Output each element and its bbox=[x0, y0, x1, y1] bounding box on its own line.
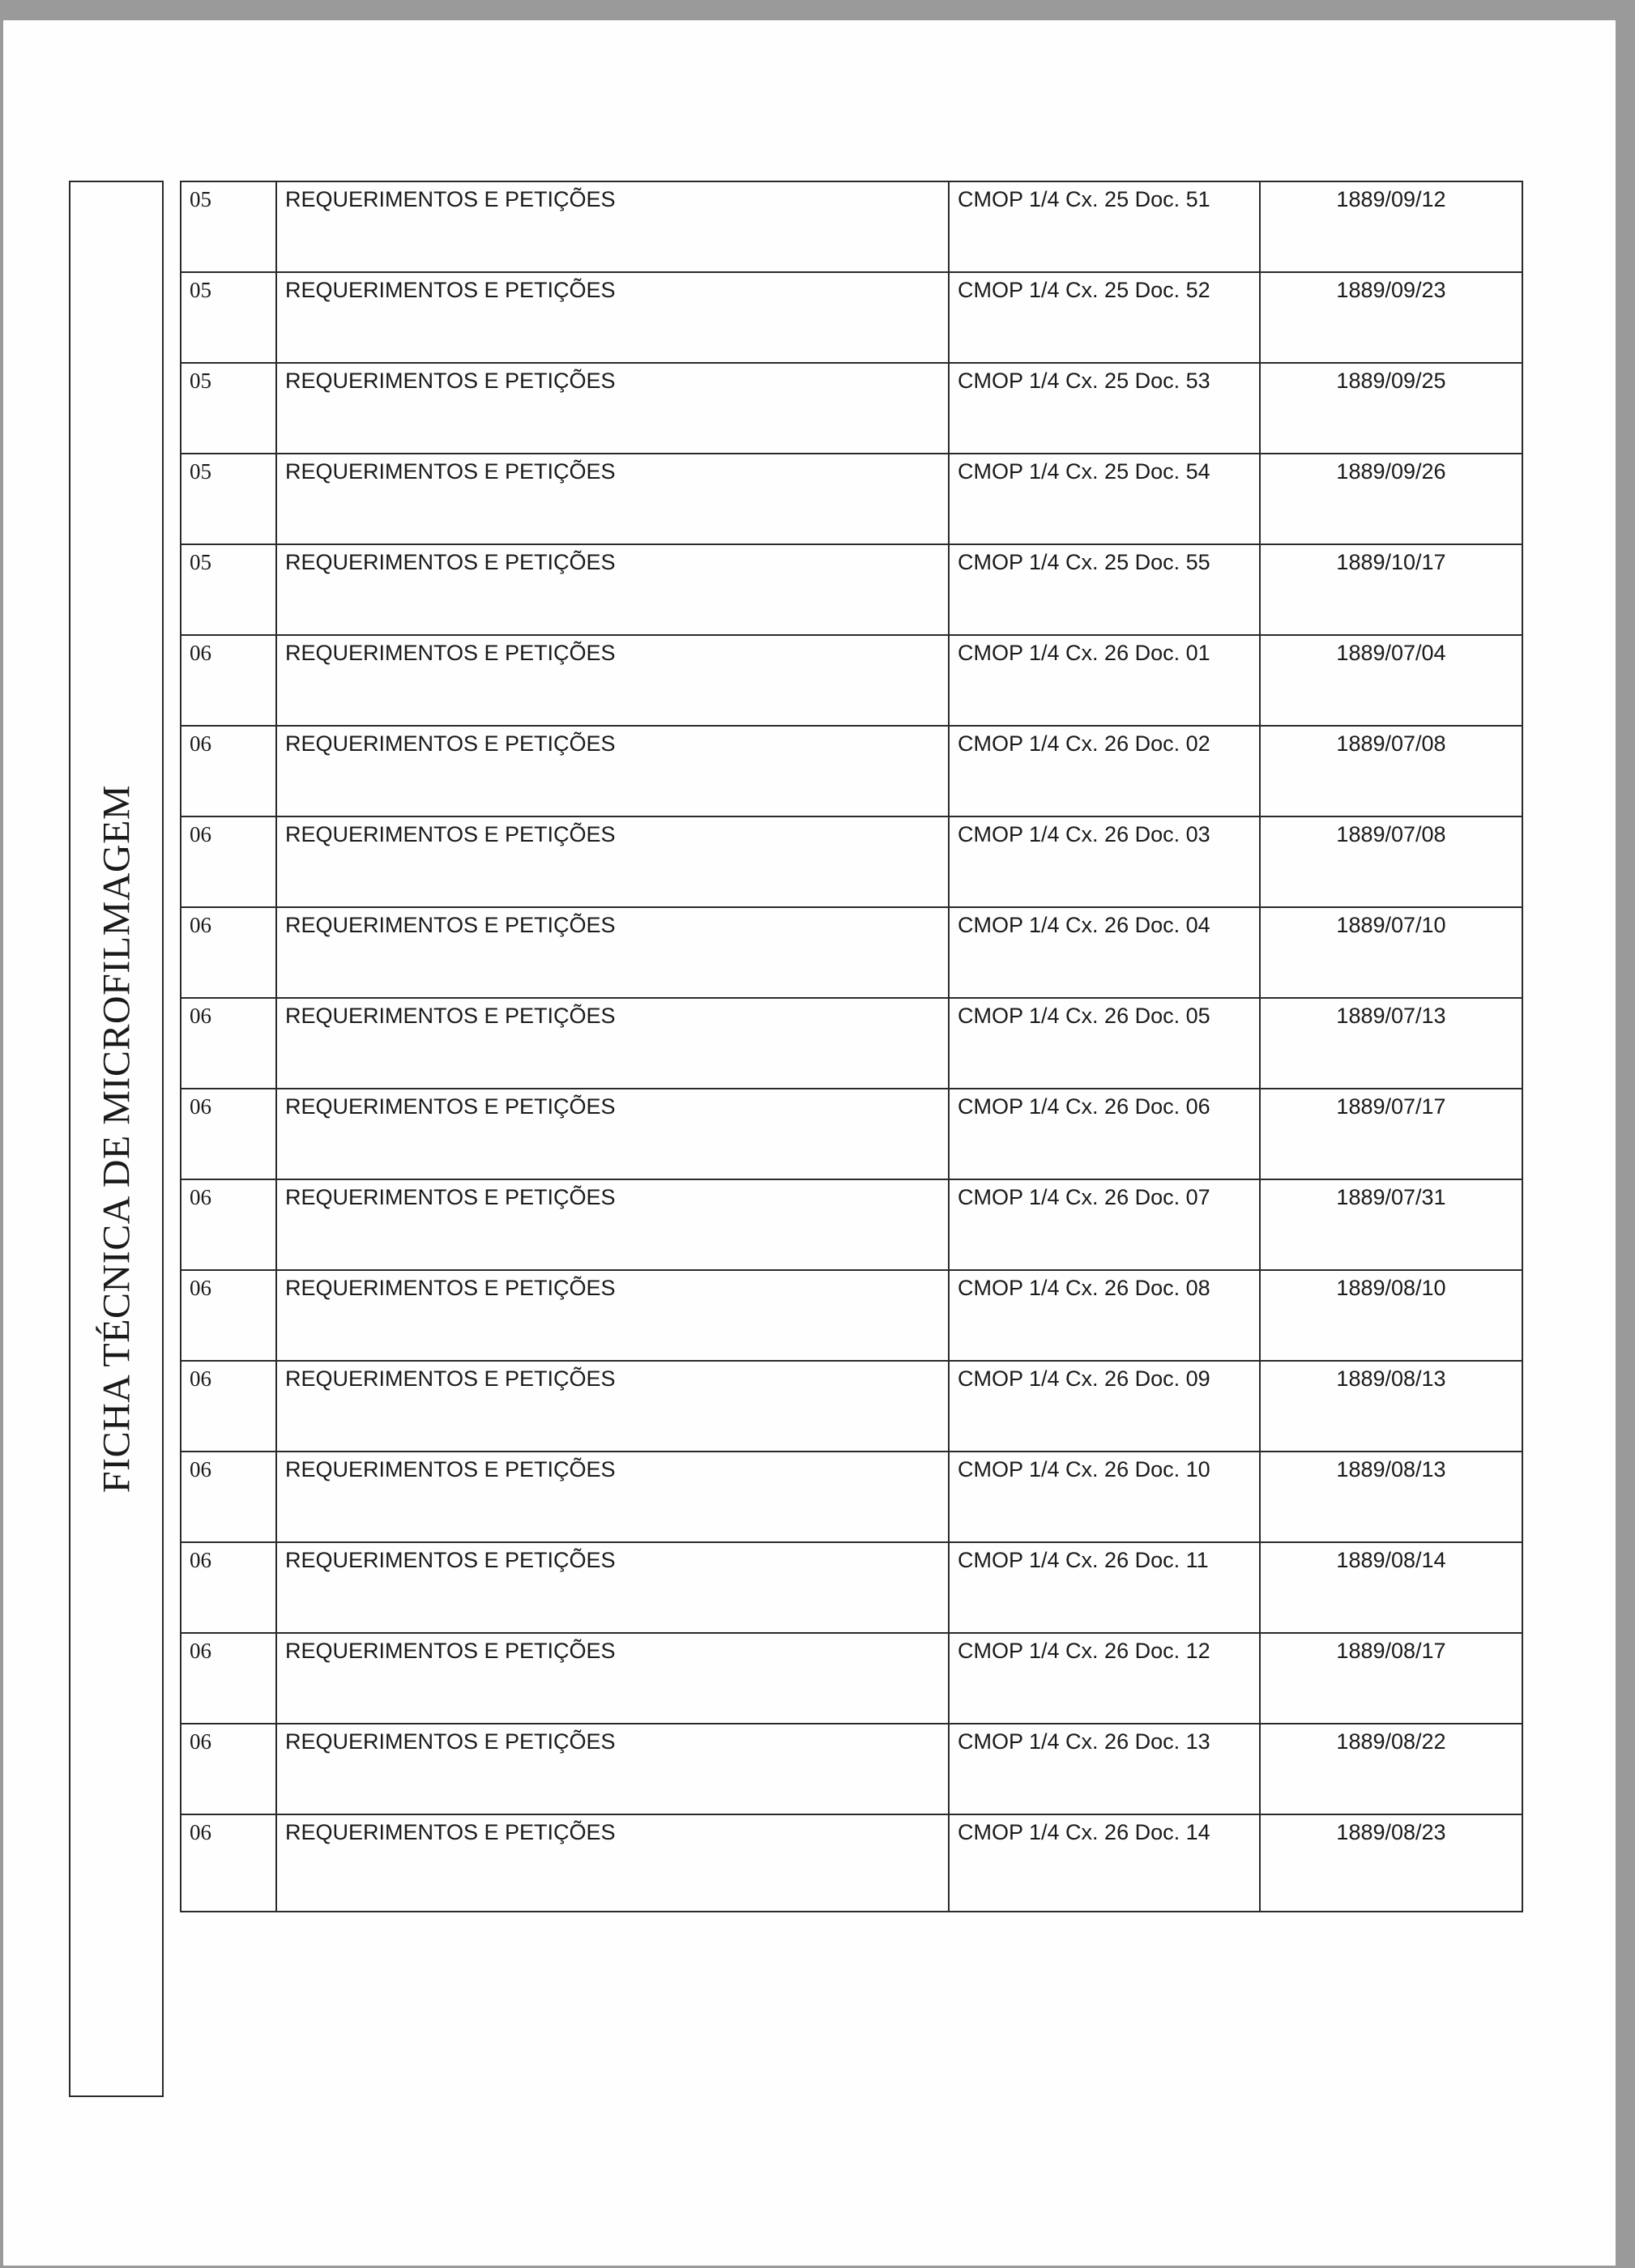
document-date: 1889/08/14 bbox=[1260, 1542, 1522, 1633]
table-row bbox=[181, 816, 1522, 907]
table-row bbox=[181, 1814, 1522, 1912]
box-number: 06 bbox=[181, 726, 276, 816]
document-description: REQUERIMENTOS E PETIÇÕES bbox=[276, 454, 949, 544]
table-row bbox=[181, 1089, 1522, 1179]
box-number: 06 bbox=[181, 1179, 276, 1270]
document-description: REQUERIMENTOS E PETIÇÕES bbox=[276, 181, 949, 272]
document-description: REQUERIMENTOS E PETIÇÕES bbox=[276, 1179, 949, 1270]
table-row bbox=[181, 363, 1522, 454]
records-table bbox=[180, 181, 1523, 1912]
table-row bbox=[181, 272, 1522, 363]
box-number: 06 bbox=[181, 1361, 276, 1452]
document-date: 1889/07/04 bbox=[1260, 635, 1522, 726]
box-number: 06 bbox=[181, 998, 276, 1089]
document-description: REQUERIMENTOS E PETIÇÕES bbox=[276, 1452, 949, 1542]
table-row bbox=[181, 1724, 1522, 1814]
table-row bbox=[181, 635, 1522, 726]
document-description: REQUERIMENTOS E PETIÇÕES bbox=[276, 1542, 949, 1633]
document-reference: CMOP 1/4 Cx. 26 Doc. 08 bbox=[949, 1270, 1260, 1361]
document-date: 1889/08/10 bbox=[1260, 1270, 1522, 1361]
document-date: 1889/09/23 bbox=[1260, 272, 1522, 363]
document-date: 1889/08/13 bbox=[1260, 1361, 1522, 1452]
document-reference: CMOP 1/4 Cx. 26 Doc. 03 bbox=[949, 816, 1260, 907]
document-description: REQUERIMENTOS E PETIÇÕES bbox=[276, 544, 949, 635]
document-reference: CMOP 1/4 Cx. 25 Doc. 52 bbox=[949, 272, 1260, 363]
box-number: 05 bbox=[181, 544, 276, 635]
box-number: 06 bbox=[181, 1633, 276, 1724]
document-description: REQUERIMENTOS E PETIÇÕES bbox=[276, 1814, 949, 1912]
document-date: 1889/08/13 bbox=[1260, 1452, 1522, 1542]
document-description: REQUERIMENTOS E PETIÇÕES bbox=[276, 907, 949, 998]
box-number: 05 bbox=[181, 181, 276, 272]
document-reference: CMOP 1/4 Cx. 25 Doc. 54 bbox=[949, 454, 1260, 544]
document-description: REQUERIMENTOS E PETIÇÕES bbox=[276, 1270, 949, 1361]
document-description: REQUERIMENTOS E PETIÇÕES bbox=[276, 635, 949, 726]
table-row bbox=[181, 998, 1522, 1089]
side-title: FICHA TÉCNICA DE MICROFILMAGEM bbox=[95, 784, 138, 1494]
box-number: 05 bbox=[181, 272, 276, 363]
table-row bbox=[181, 454, 1522, 544]
document-date: 1889/07/13 bbox=[1260, 998, 1522, 1089]
document-reference: CMOP 1/4 Cx. 26 Doc. 02 bbox=[949, 726, 1260, 816]
box-number: 06 bbox=[181, 1270, 276, 1361]
document-description: REQUERIMENTOS E PETIÇÕES bbox=[276, 816, 949, 907]
table-row bbox=[181, 1452, 1522, 1542]
document-reference: CMOP 1/4 Cx. 26 Doc. 11 bbox=[949, 1542, 1260, 1633]
box-number: 06 bbox=[181, 1089, 276, 1179]
document-date: 1889/08/23 bbox=[1260, 1814, 1522, 1912]
table-row bbox=[181, 1361, 1522, 1452]
document-reference: CMOP 1/4 Cx. 26 Doc. 01 bbox=[949, 635, 1260, 726]
document-description: REQUERIMENTOS E PETIÇÕES bbox=[276, 1633, 949, 1724]
document-reference: CMOP 1/4 Cx. 25 Doc. 53 bbox=[949, 363, 1260, 454]
box-number: 05 bbox=[181, 363, 276, 454]
document-description: REQUERIMENTOS E PETIÇÕES bbox=[276, 998, 949, 1089]
table-row bbox=[181, 181, 1522, 272]
document-reference: CMOP 1/4 Cx. 25 Doc. 55 bbox=[949, 544, 1260, 635]
document-description: REQUERIMENTOS E PETIÇÕES bbox=[276, 1724, 949, 1814]
box-number: 06 bbox=[181, 907, 276, 998]
box-number: 06 bbox=[181, 1452, 276, 1542]
document-reference: CMOP 1/4 Cx. 26 Doc. 10 bbox=[949, 1452, 1260, 1542]
document-date: 1889/07/17 bbox=[1260, 1089, 1522, 1179]
document-date: 1889/10/17 bbox=[1260, 544, 1522, 635]
document-description: REQUERIMENTOS E PETIÇÕES bbox=[276, 1089, 949, 1179]
document-date: 1889/07/31 bbox=[1260, 1179, 1522, 1270]
document-page bbox=[3, 20, 1616, 2266]
document-date: 1889/08/17 bbox=[1260, 1633, 1522, 1724]
table-row bbox=[181, 1542, 1522, 1633]
table-row bbox=[181, 1270, 1522, 1361]
document-reference: CMOP 1/4 Cx. 26 Doc. 05 bbox=[949, 998, 1260, 1089]
document-reference: CMOP 1/4 Cx. 25 Doc. 51 bbox=[949, 181, 1260, 272]
table-row bbox=[181, 1633, 1522, 1724]
document-description: REQUERIMENTOS E PETIÇÕES bbox=[276, 363, 949, 454]
document-reference: CMOP 1/4 Cx. 26 Doc. 14 bbox=[949, 1814, 1260, 1912]
table-row bbox=[181, 1179, 1522, 1270]
table-row bbox=[181, 544, 1522, 635]
table-row bbox=[181, 726, 1522, 816]
document-description: REQUERIMENTOS E PETIÇÕES bbox=[276, 272, 949, 363]
document-date: 1889/07/10 bbox=[1260, 907, 1522, 998]
box-number: 06 bbox=[181, 635, 276, 726]
box-number: 06 bbox=[181, 1814, 276, 1912]
document-reference: CMOP 1/4 Cx. 26 Doc. 04 bbox=[949, 907, 1260, 998]
box-number: 06 bbox=[181, 1542, 276, 1633]
document-reference: CMOP 1/4 Cx. 26 Doc. 09 bbox=[949, 1361, 1260, 1452]
side-title-panel bbox=[69, 181, 164, 2097]
document-reference: CMOP 1/4 Cx. 26 Doc. 06 bbox=[949, 1089, 1260, 1179]
document-reference: CMOP 1/4 Cx. 26 Doc. 12 bbox=[949, 1633, 1260, 1724]
document-description: REQUERIMENTOS E PETIÇÕES bbox=[276, 726, 949, 816]
document-date: 1889/09/12 bbox=[1260, 181, 1522, 272]
document-date: 1889/09/25 bbox=[1260, 363, 1522, 454]
box-number: 06 bbox=[181, 1724, 276, 1814]
box-number: 06 bbox=[181, 816, 276, 907]
document-date: 1889/07/08 bbox=[1260, 816, 1522, 907]
document-reference: CMOP 1/4 Cx. 26 Doc. 07 bbox=[949, 1179, 1260, 1270]
document-date: 1889/09/26 bbox=[1260, 454, 1522, 544]
document-date: 1889/07/08 bbox=[1260, 726, 1522, 816]
box-number: 05 bbox=[181, 454, 276, 544]
document-description: REQUERIMENTOS E PETIÇÕES bbox=[276, 1361, 949, 1452]
table-row bbox=[181, 907, 1522, 998]
document-date: 1889/08/22 bbox=[1260, 1724, 1522, 1814]
document-reference: CMOP 1/4 Cx. 26 Doc. 13 bbox=[949, 1724, 1260, 1814]
